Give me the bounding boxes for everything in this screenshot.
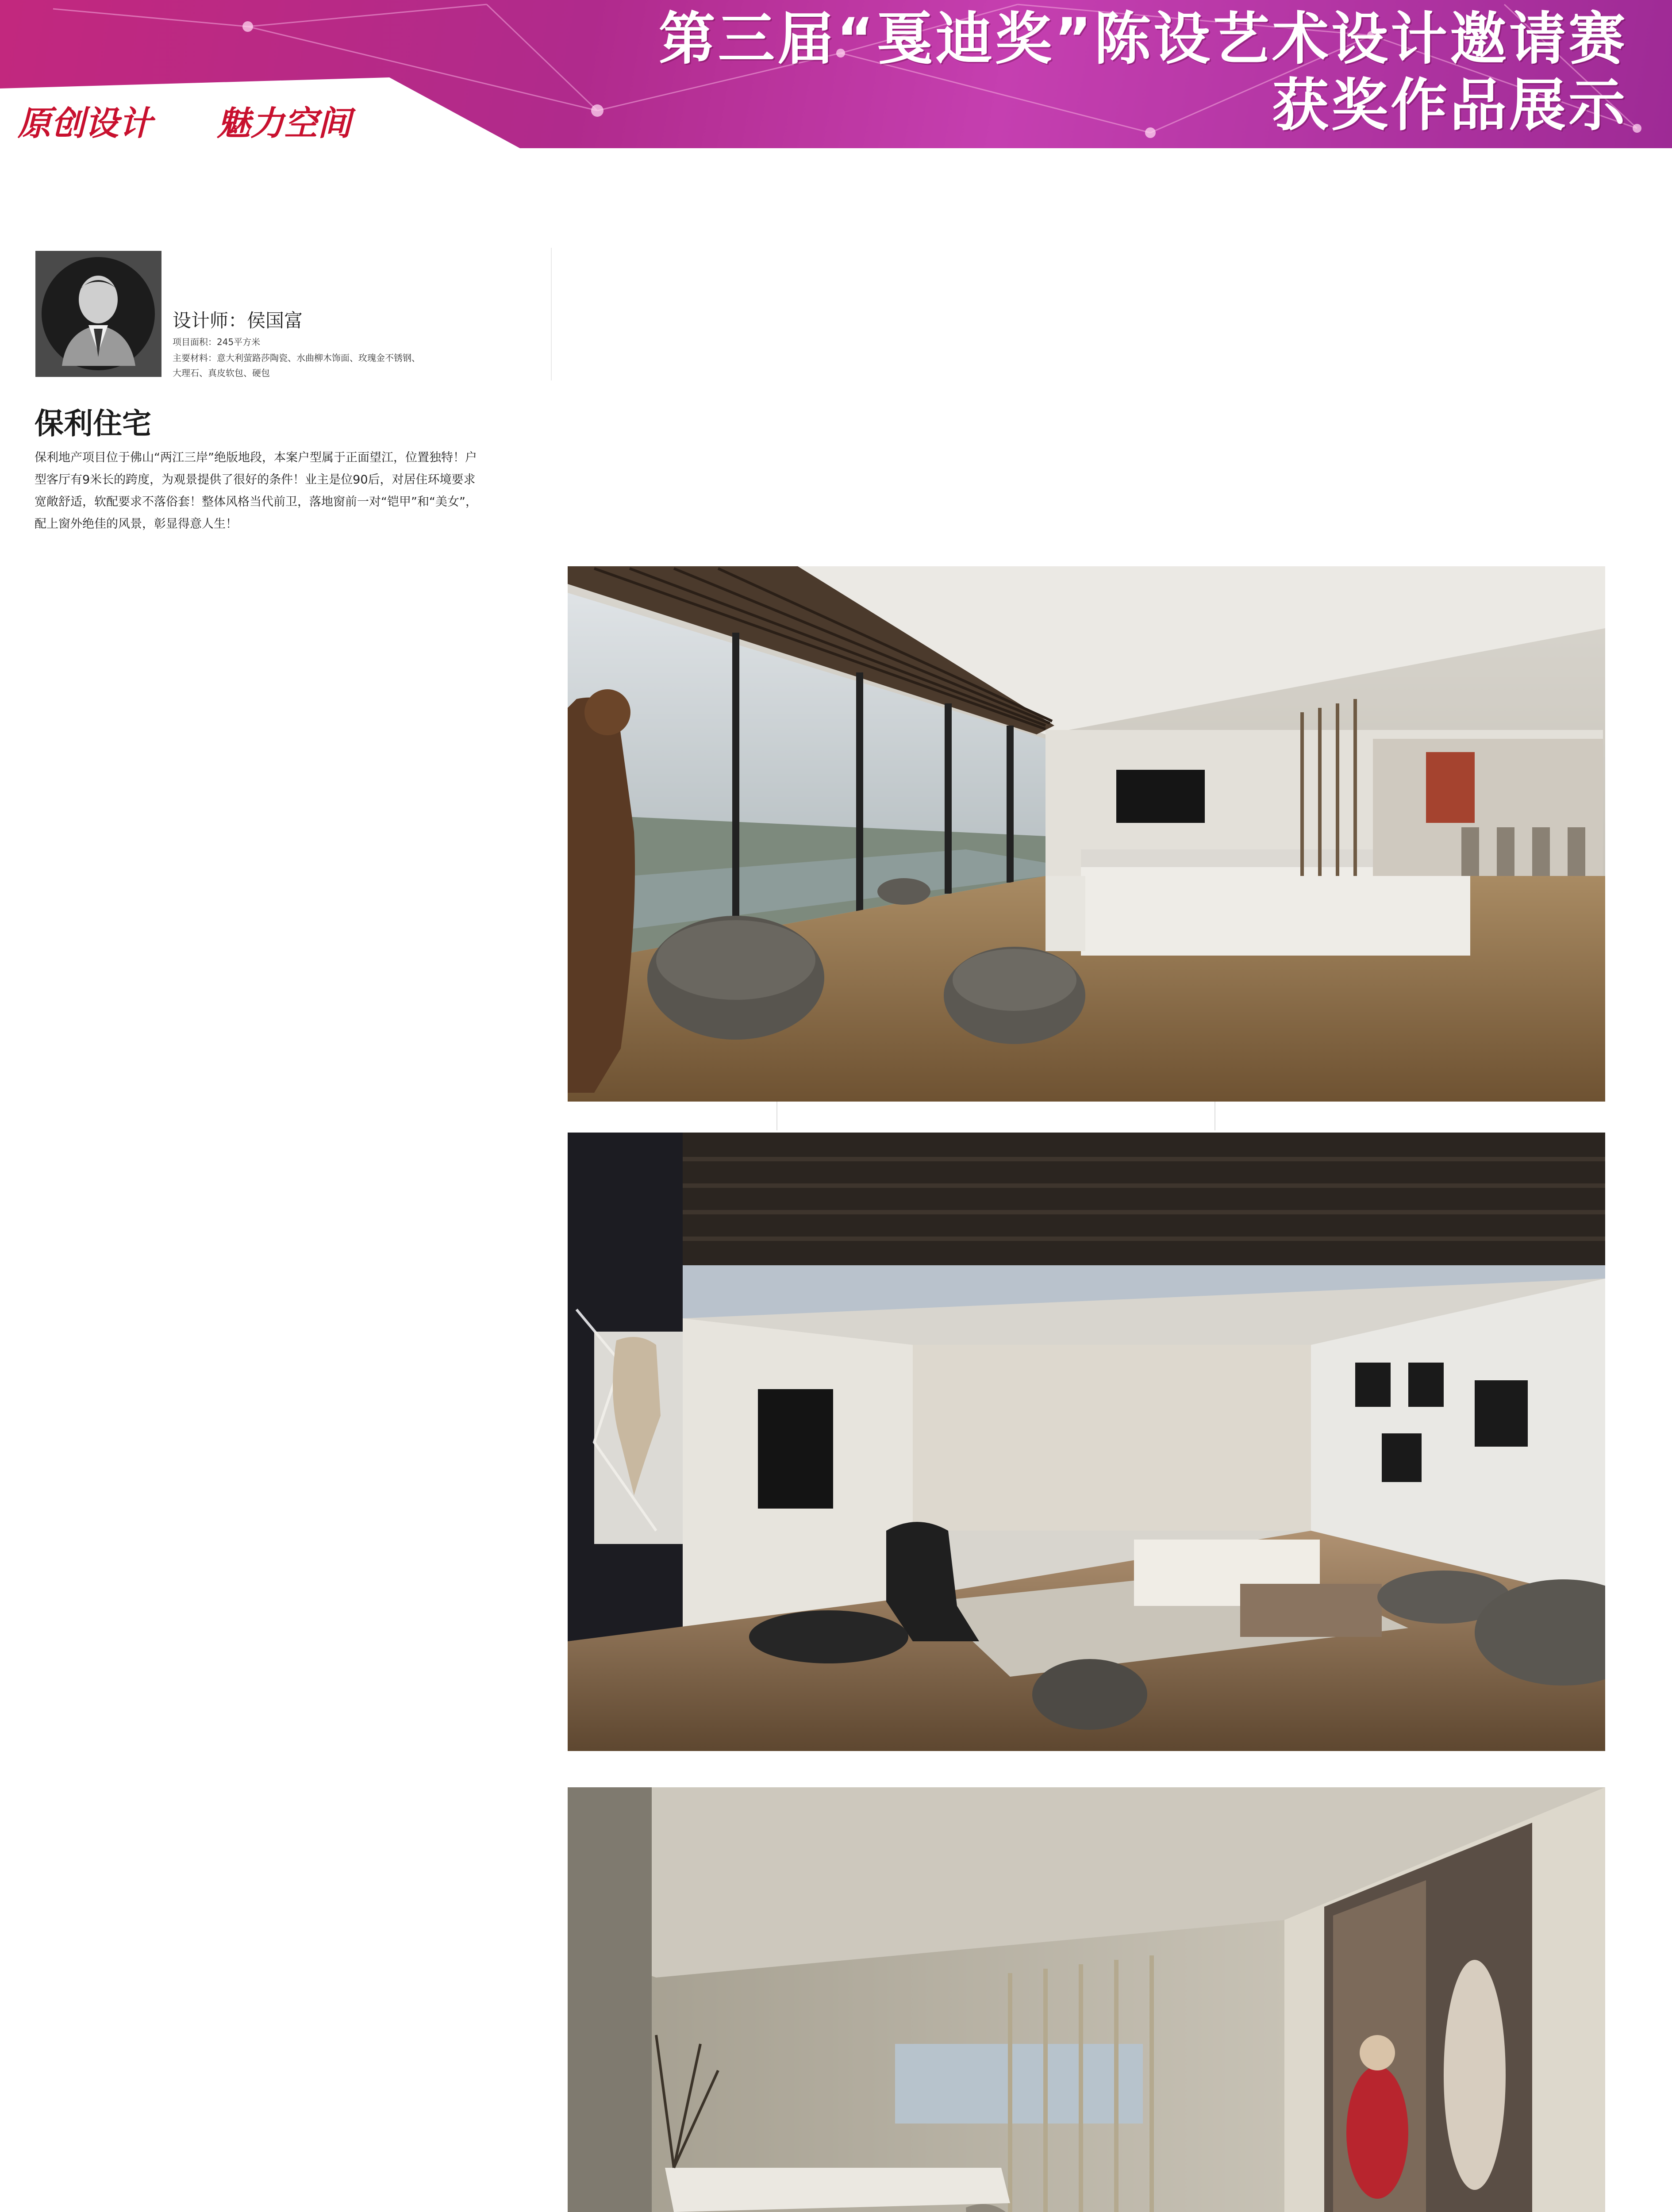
designer-name: 设计师：侯国富 xyxy=(173,310,303,331)
project-title: 保利住宅 xyxy=(35,406,151,441)
rendering-living-room-window xyxy=(568,566,1605,1102)
project-materials-line1: 主要材料：意大利萤路莎陶瓷、水曲柳木饰面、玫瑰金不锈钢、 xyxy=(173,353,420,363)
project-materials-line2: 大理石、真皮软包、硬包 xyxy=(173,368,270,378)
project-area: 项目面积：245平方米 xyxy=(173,337,261,347)
banner-title-line2: 获奖作品展示 xyxy=(1272,73,1628,138)
rendering-image-3 xyxy=(568,1787,1605,2212)
header-banner xyxy=(0,0,1672,148)
slogan-charm-space: 魅力空间 xyxy=(217,104,351,143)
banner-title-line1: 第三届“戛迪奖”陈设艺术设计邀请赛 xyxy=(658,6,1628,72)
info-divider xyxy=(551,248,552,380)
designer-avatar xyxy=(35,251,161,377)
rendering-dining-corridor xyxy=(568,1787,1605,2212)
rendering-image-2 xyxy=(568,1133,1605,1751)
designer-portrait-image xyxy=(35,251,161,377)
rendering-gap-mark-left xyxy=(776,1102,777,1130)
rendering-image-1 xyxy=(568,566,1605,1102)
rendering-living-room-sculpture xyxy=(568,1133,1605,1751)
slogan-original-design: 原创设计 xyxy=(18,104,152,143)
banner-title xyxy=(659,6,1628,139)
project-description: 保利地产项目位于佛山“两江三岸”绝版地段，本案户型属于正面望江，位置独特！户型客厅有9米长的跨度，为观景提供了很好的条件！业主是位90后，对居住环境要求宽敞舒适，软配要求不落俗套！整体风格当代前卫，落地窗前一对“铠甲”和“美女”，配上窗外绝佳的风景，彰显得意人生！ xyxy=(35,451,477,531)
